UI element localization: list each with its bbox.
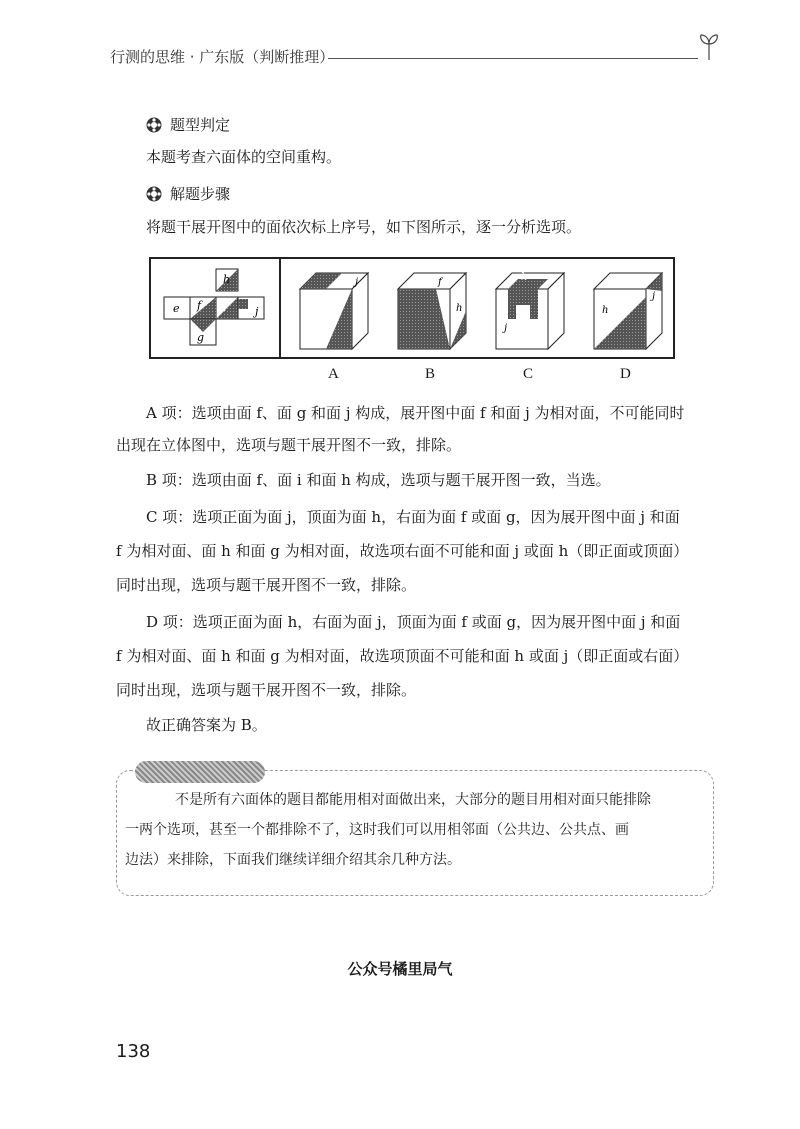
cube-c-label-h: h — [521, 272, 528, 283]
cube-b-label-h: h — [456, 303, 463, 314]
conclusion: 故正确答案为 B。 — [146, 716, 267, 734]
analysis-c-line: f 为相对面、面 h 和面 g 为相对面，故选项右面不可能和面 j 或面 h（即正面或顶面） — [116, 542, 689, 560]
book-title: 行测的思维 · 广东版（判断推理） — [110, 48, 335, 66]
page-number: 138 — [116, 1041, 151, 1062]
analysis-b-line: B 项：选项由面 f、面 i 和面 h 构成，选项与题干展开图一致，当选。 — [146, 471, 611, 489]
option-label-c: C — [523, 366, 534, 382]
cube-a-label-j: j — [355, 277, 359, 288]
cube-b-label-f: f — [438, 277, 442, 288]
tip-text — [117, 785, 713, 875]
section-heading-label: 题型判定 — [170, 116, 231, 134]
analysis-c-line: 同时出现，选项与题干展开图不一致，排除。 — [116, 576, 417, 594]
flower-bullet-icon — [146, 186, 162, 202]
figure-divider — [279, 259, 281, 357]
cube-option-c — [494, 271, 566, 351]
net-label-j: j — [255, 305, 259, 318]
cube-figure — [149, 257, 675, 359]
net-label-g: g — [197, 331, 205, 344]
section-heading-label: 解题步骤 — [170, 185, 231, 203]
cube-option-d — [592, 271, 664, 351]
solution-intro: 将题干展开图中的面依次标上序号，如下图所示，逐一分析选项。 — [146, 218, 582, 236]
tip-tag — [135, 761, 265, 783]
tip-box — [116, 770, 714, 896]
section-heading-steps — [146, 183, 230, 204]
analysis-a-line: A 项：选项由面 f、面 g 和面 j 构成，展开图中面 f 和面 j 为相对面，不可能同时 — [146, 404, 685, 422]
running-header — [110, 44, 710, 74]
type-judgement-body: 本题考查六面体的空间重构。 — [146, 148, 342, 166]
cube-option-a — [298, 271, 370, 351]
cube-option-b — [396, 271, 468, 351]
cube-c-label-j: j — [504, 323, 508, 334]
section-heading-type — [146, 114, 230, 135]
cube-net — [151, 259, 279, 357]
analysis-d-line: f 为相对面、面 h 和面 g 为相对面，故选项顶面不可能和面 h 或面 j（即正面或右面） — [116, 647, 689, 665]
net-label-f: f — [197, 299, 202, 312]
option-label-a: A — [328, 366, 339, 382]
header-rule — [328, 58, 698, 59]
sprout-icon — [698, 32, 720, 60]
tip-line: 边法）来排除，下面我们继续详细介绍其余几种方法。 — [125, 852, 461, 868]
analysis-c-line: C 项：选项正面为面 j，顶面为面 h，右面为面 f 或面 g，因为展开图中面 j 和面 — [146, 508, 680, 526]
watermark-text: 公众号橘里局气 — [347, 960, 453, 978]
tip-line: 一两个选项，甚至一个都排除不了，这时我们可以用相邻面（公共边、公共点、画 — [125, 822, 629, 838]
analysis-d-line: 同时出现，选项与题干展开图不一致，排除。 — [116, 681, 417, 699]
option-label-b: B — [425, 366, 436, 382]
cube-d-label-j: j — [652, 291, 656, 302]
option-label-d: D — [620, 366, 631, 382]
net-label-i: i — [223, 301, 227, 314]
analysis-a-line: 出现在立体图中，选项与题干展开图不一致，排除。 — [116, 436, 462, 454]
cube-d-label-h: h — [602, 305, 609, 316]
analysis-d-line: D 项：选项正面为面 h，右面为面 j，顶面为面 f 或面 g，因为展开图中面 j 和面 — [146, 613, 681, 631]
flower-bullet-icon — [146, 117, 162, 133]
net-label-e: e — [173, 302, 180, 315]
tip-line: 不是所有六面体的题目都能用相对面做出来，大部分的题目用相对面只能排除 — [175, 792, 651, 808]
net-label-h: h — [223, 273, 231, 286]
